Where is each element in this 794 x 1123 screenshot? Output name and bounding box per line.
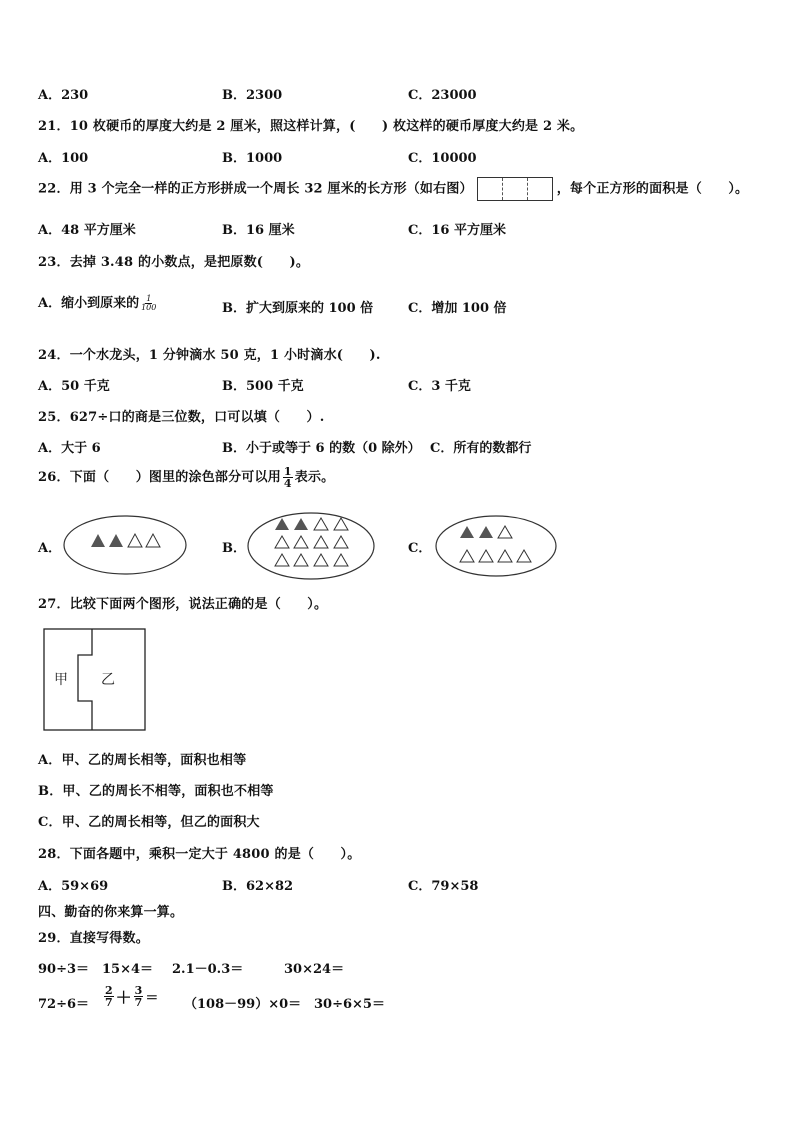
q29-expr-7: （108－99）×0＝ [184,997,302,1012]
q22-option-b: B．16 厘米 [222,223,295,238]
q21-option-a: A．100 [38,151,89,166]
q22-stem [38,177,748,201]
shaded-triangle [275,518,289,530]
q21-option-b: B．1000 [222,151,283,166]
empty-triangle [314,554,328,566]
fraction-denominator: 4 [283,477,292,490]
q28-option-c: C．79×58 [408,879,479,894]
q26-option-b-label: B． [222,541,246,556]
fraction-numerator: 1 [146,294,152,303]
q23-option-a [38,292,158,312]
q27-figure [42,627,148,733]
empty-triangle [294,536,308,548]
q26-stem-pre: 26．下面（ ）图里的涂色部分可以用 [38,470,281,485]
shaded-triangle [460,526,474,538]
empty-triangle [334,518,348,530]
empty-triangle [498,550,512,562]
q24-stem: 24．一个水龙头，1 分钟滴水 50 克，1 小时滴水( ). [38,348,381,363]
empty-triangle [275,536,289,548]
q21-option-c: C．10000 [408,151,477,166]
q26-option-a-label: A． [38,541,62,556]
shaded-triangle [91,534,105,547]
empty-triangle [314,536,328,548]
fraction-numerator: 1 [283,465,292,478]
q29-expr-2: 15×4＝ [102,962,154,977]
empty-triangle [479,550,493,562]
shaded-triangle [109,534,123,547]
fraction-denominator: 7 [134,996,143,1009]
q23-option-a-text: A．缩小到原来的 [38,296,140,311]
q26-stem-post: 表示。 [294,470,335,485]
three-squares-rectangle-figure [477,177,553,201]
q24-option-b: B．500 千克 [222,379,304,394]
q29-stem: 29．直接写得数。 [38,931,149,946]
empty-triangle [294,554,308,566]
shaded-triangle [294,518,308,530]
ellipse-outline [248,513,374,579]
equals-sign: ＝ [145,991,159,1006]
q20-option-c: C．23000 [408,88,477,103]
q29-expr-4: 30×24＝ [284,962,345,977]
q28-option-a: A．59×69 [38,879,109,894]
q26-figure-a [60,512,190,578]
q25-stem: 25．627÷口的商是三位数，口可以填（ ）. [38,410,325,425]
empty-triangle [146,534,160,547]
q24-option-a: A．50 千克 [38,379,110,394]
q24-option-c: C．3 千克 [408,379,471,394]
q26-fraction [283,466,293,489]
q25-option-a: A．大于 6 [38,441,101,456]
section-title: 四、勤奋的你来算一算。 [38,905,184,920]
q25-option-b: B．小于或等于 6 的数（0 除外） [222,441,421,456]
q28-stem: 28．下面各题中，乘积一定大于 4800 的是（ ）。 [38,847,361,862]
q20-option-b: B．2300 [222,88,283,103]
q29-expr-5: 72÷6＝ [38,997,90,1012]
q23-fraction [141,295,156,312]
q27-option-a: A．甲、乙的周长相等，面积也相等 [38,753,247,768]
q22-stem-pre: 22．用 3 个完全一样的正方形拼成一个周长 32 厘米的长方形（如右图） [38,181,473,197]
q26-figure-c [432,512,560,580]
q27-stem: 27．比较下面两个图形，说法正确的是（ ）。 [38,597,328,612]
plus-sign: ＋ [115,988,132,1007]
q27-option-b: B．甲、乙的周长不相等，面积也不相等 [38,784,274,799]
q28-option-b: B．62×82 [222,879,294,894]
q29-expr-8: 30÷6×5＝ [314,997,385,1012]
fraction-2-7 [104,985,114,1008]
empty-triangle [460,550,474,562]
empty-triangle [334,554,348,566]
empty-triangle [334,536,348,548]
q29-expr-6 [102,985,158,1008]
empty-triangle [128,534,142,547]
fraction-denominator: 100 [141,303,157,312]
fraction-numerator: 3 [134,984,143,997]
ellipse-outline [436,516,556,576]
figure-label-jia: 甲 [54,672,68,688]
fraction-numerator: 2 [105,984,113,997]
q26-stem [38,466,334,489]
shaded-triangle [479,526,493,538]
ellipse-outline [64,516,186,574]
dividing-line [78,629,92,730]
q22-option-a: A．48 平方厘米 [38,223,136,238]
empty-triangle [498,526,512,538]
q23-option-c: C．增加 100 倍 [408,301,507,316]
q23-stem: 23．去掉 3.48 的小数点，是把原数( )。 [38,255,310,270]
q26-option-c-label: C． [408,541,432,556]
q29-expr-3: 2.1－0.3＝ [172,962,244,977]
q21-stem: 21．10 枚硬币的厚度大约是 2 厘米，照这样计算，( ) 枚这样的硬币厚度大约是 2 米。 [38,119,584,134]
q22-stem-post: ，每个正方形的面积是（ ）。 [556,181,749,197]
fraction-3-7 [134,985,144,1008]
q27-option-c: C．甲、乙的周长相等，但乙的面积大 [38,815,260,830]
empty-triangle [517,550,531,562]
q20-option-a: A．230 [38,88,89,103]
q22-option-c: C．16 平方厘米 [408,223,506,238]
q29-expr-1: 90÷3＝ [38,962,90,977]
q25-option-c: C．所有的数都行 [430,441,532,456]
empty-triangle [275,554,289,566]
figure-label-yi: 乙 [101,672,115,688]
q26-figure-b [244,508,378,584]
fraction-denominator: 7 [105,996,113,1009]
q23-option-b: B．扩大到原来的 100 倍 [222,301,374,316]
empty-triangle [314,518,328,530]
